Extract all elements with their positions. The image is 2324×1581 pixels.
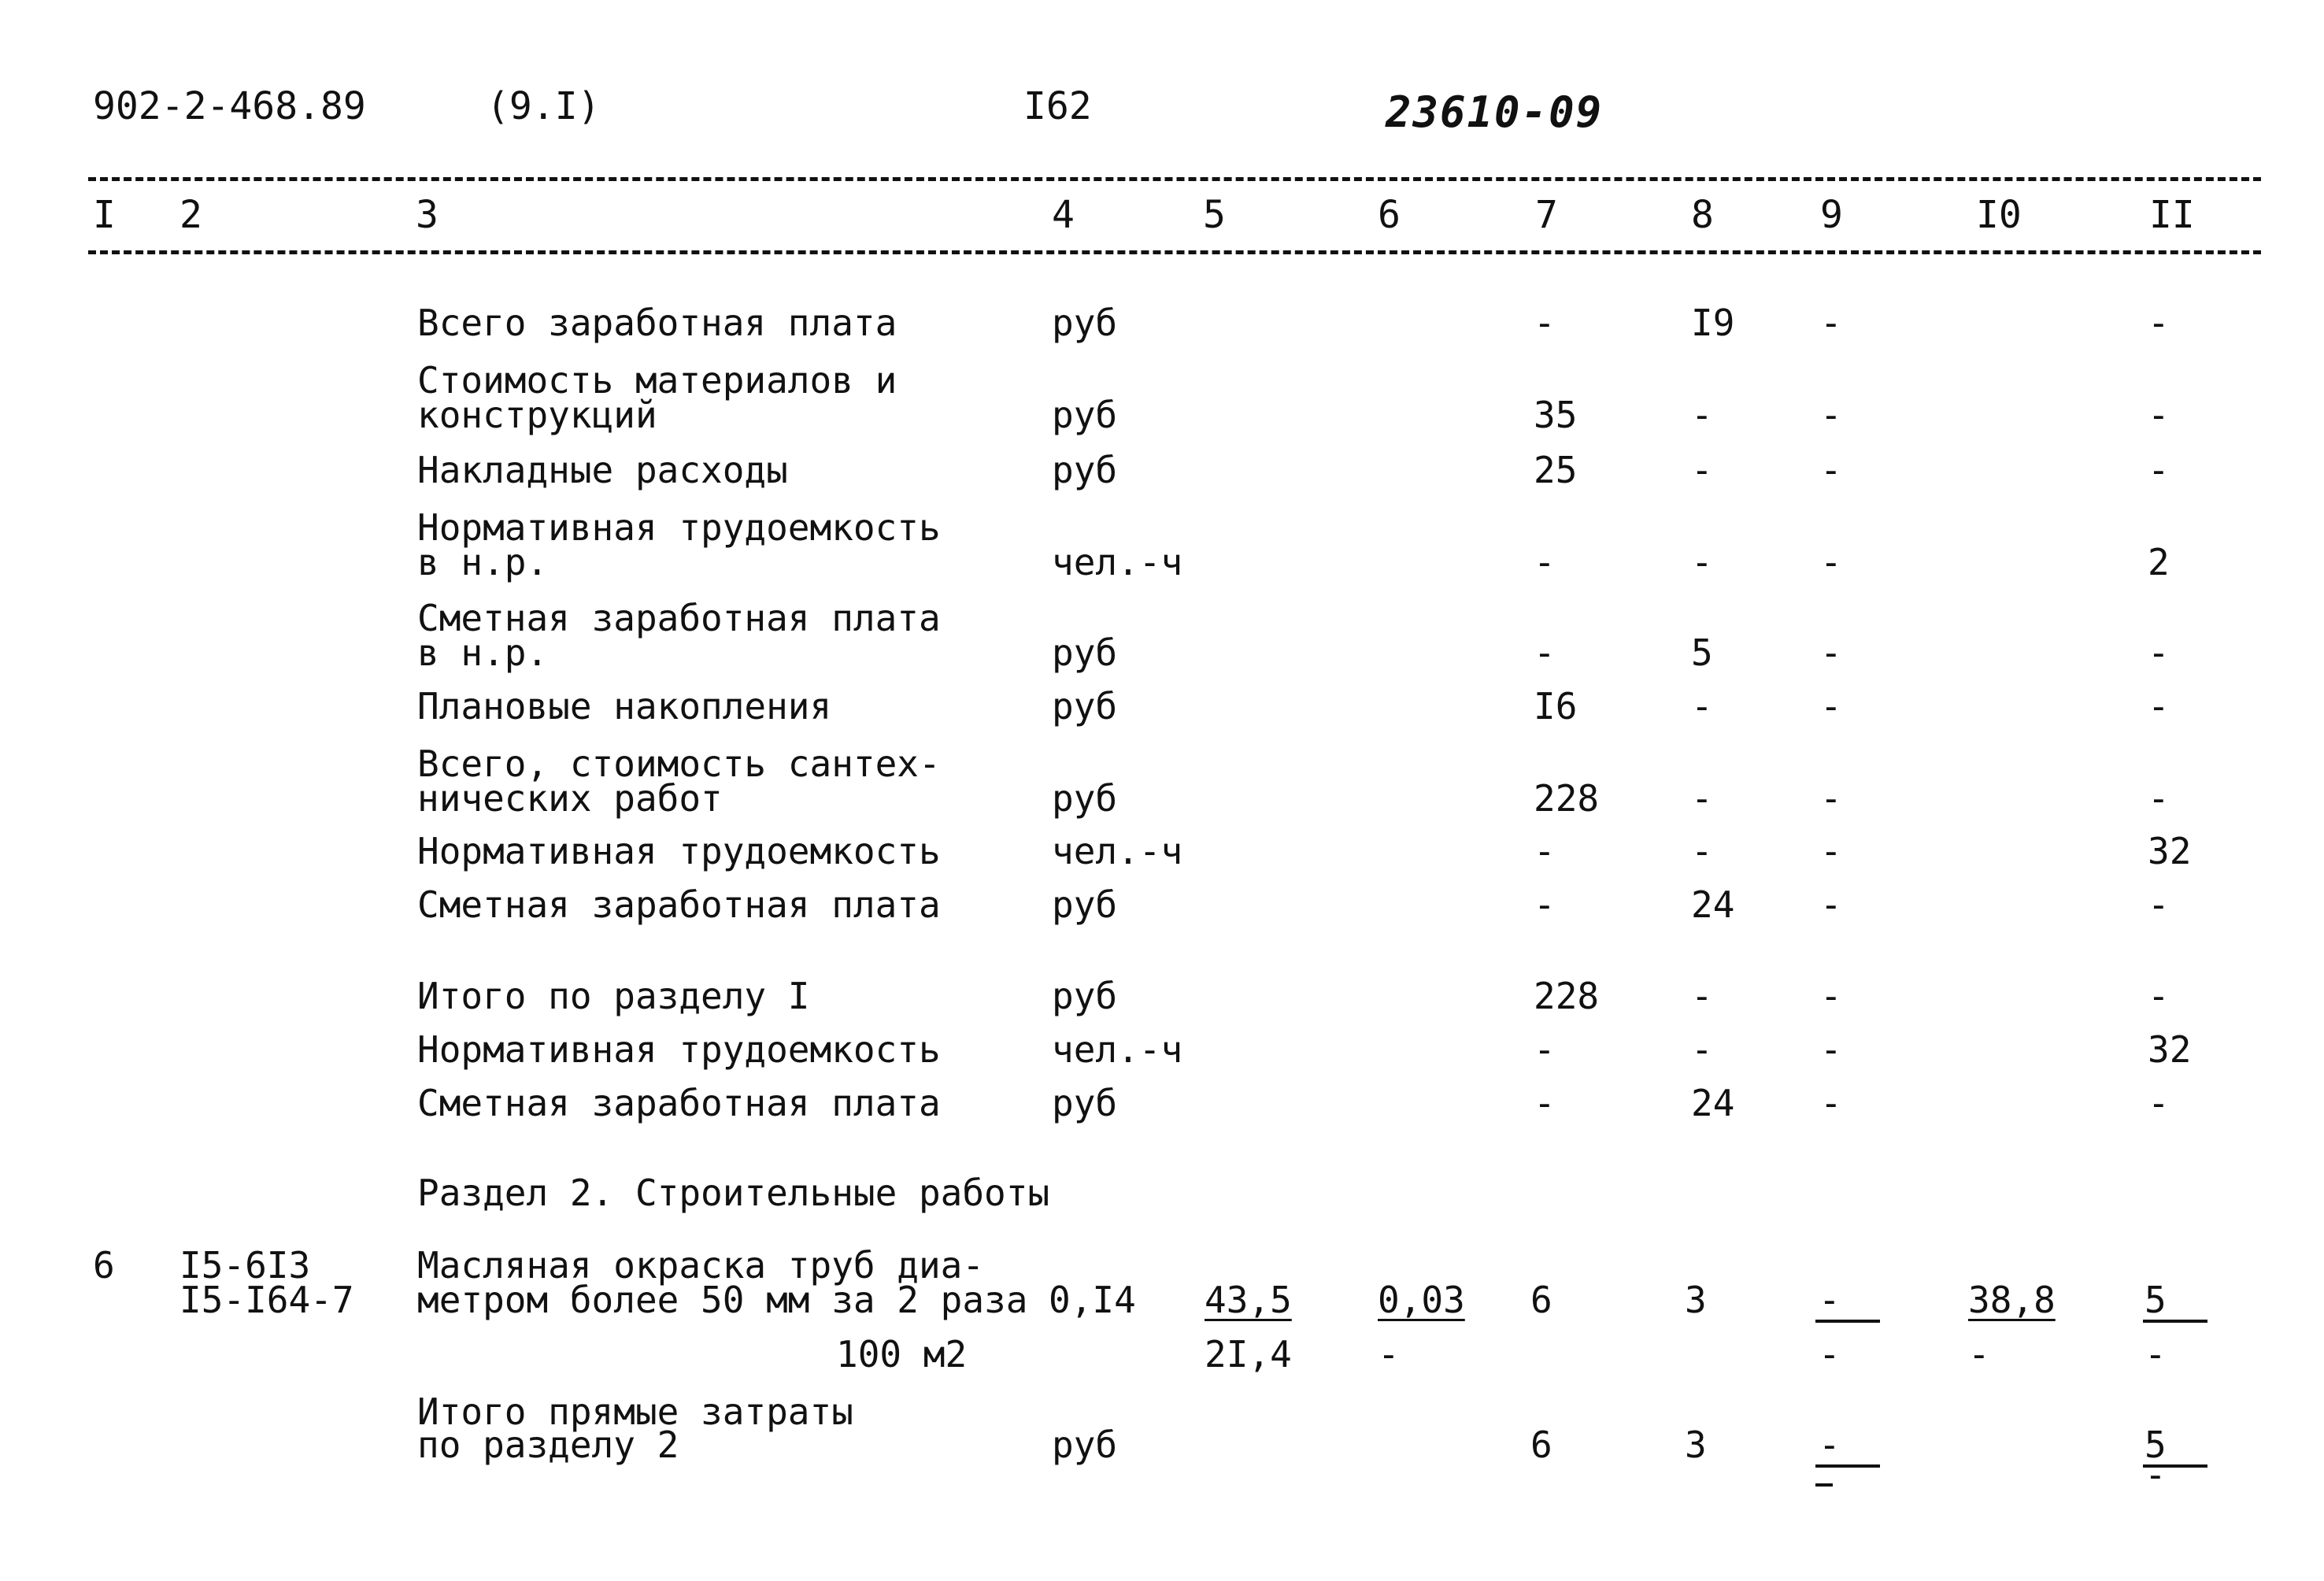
- cell-col5-top: 43,5: [1205, 1279, 1292, 1321]
- col11-underline: [2143, 1320, 2207, 1323]
- cell-col6-top: 0,03: [1378, 1279, 1465, 1321]
- header-rule-bottom: [88, 250, 2261, 254]
- total-col9-underline: [1815, 1464, 1880, 1468]
- row-unit: чел.-ч: [1052, 830, 1183, 872]
- cell-col8: -: [1691, 394, 1713, 436]
- cell-col8: -: [1691, 830, 1713, 872]
- cell-col7: -: [1534, 1028, 1556, 1071]
- col-header-5: 5: [1203, 193, 1226, 237]
- cell-col11-bottom: -: [2145, 1333, 2167, 1376]
- row-unit: руб: [1052, 685, 1118, 728]
- cell-col9: -: [1820, 631, 1842, 674]
- cell-col9: -: [1820, 883, 1842, 926]
- row-unit: руб: [1052, 449, 1118, 491]
- cell-col11: -: [2148, 883, 2170, 926]
- total-col11: 5: [2145, 1424, 2167, 1466]
- cell-col7: 25: [1534, 449, 1578, 491]
- total-name-line2: по разделу 2: [417, 1424, 679, 1466]
- cell-col9: -: [1820, 1082, 1842, 1124]
- cell-col7: -: [1534, 302, 1556, 344]
- cell-col7: 228: [1534, 777, 1600, 820]
- row-name: Сметная заработная плата: [417, 1082, 941, 1124]
- row-name-line2: в н.р.: [417, 541, 549, 583]
- cell-col9: -: [1820, 541, 1842, 583]
- header-rule-top: [88, 177, 2261, 181]
- cell-col11: -: [2148, 1082, 2170, 1124]
- row-name: Накладные расходы: [417, 449, 788, 491]
- row-unit: руб: [1052, 777, 1118, 820]
- total-col9-mark: [1815, 1483, 1833, 1487]
- cell-col9: -: [1820, 1028, 1842, 1071]
- cell-col7: -: [1534, 631, 1556, 674]
- cell-col11: -: [2148, 449, 2170, 491]
- cell-col8: -: [1691, 541, 1713, 583]
- cell-col7: I6: [1534, 685, 1578, 728]
- section-title: Раздел 2. Строительные работы: [417, 1172, 1050, 1214]
- row-unit: руб: [1052, 631, 1118, 674]
- cell-col5-bottom: 2I,4: [1205, 1333, 1292, 1376]
- cell-col11: -: [2148, 631, 2170, 674]
- cell-col8: 3: [1685, 1279, 1707, 1321]
- cell-col9: -: [1820, 777, 1842, 820]
- col-header-6: 6: [1378, 193, 1401, 237]
- row-unit: чел.-ч: [1052, 1028, 1183, 1071]
- row-name-line2: в н.р.: [417, 631, 549, 674]
- cell-col6-bottom: -: [1378, 1333, 1400, 1376]
- row-unit: руб: [1052, 1082, 1118, 1124]
- cell-col9-top: -: [1819, 1279, 1841, 1321]
- cell-col9: -: [1820, 394, 1842, 436]
- row-name-line2: нических работ: [417, 777, 723, 820]
- row-name-line2: конструкций: [417, 394, 657, 436]
- cell-col8: 24: [1691, 883, 1735, 926]
- row-name: Плановые накопления: [417, 685, 832, 728]
- cell-col8: 24: [1691, 1082, 1735, 1124]
- cell-col9: -: [1820, 830, 1842, 872]
- cell-col11: 32: [2148, 1028, 2192, 1071]
- cell-col8: -: [1691, 449, 1713, 491]
- row-name: Всего заработная плата: [417, 302, 897, 344]
- item-name-line1: Масляная окраска труб диа-: [417, 1244, 985, 1287]
- row-unit: руб: [1052, 975, 1118, 1017]
- row-unit: руб: [1052, 883, 1118, 926]
- cell-col11: -: [2148, 975, 2170, 1017]
- item-quantity: 0,I4: [1049, 1279, 1136, 1321]
- cell-col7: -: [1534, 883, 1556, 926]
- col-header-8: 8: [1691, 193, 1714, 237]
- total-col11-bottom: -: [2145, 1453, 2167, 1496]
- row-name-line1: Всего, стоимость сантех-: [417, 742, 941, 785]
- col-header-9: 9: [1820, 193, 1843, 237]
- cell-col11: -: [2148, 302, 2170, 344]
- cell-col9: -: [1820, 449, 1842, 491]
- section-ref: (9.I): [487, 84, 601, 128]
- item-unit: 100 м2: [836, 1333, 968, 1376]
- page-number: I62: [1023, 84, 1092, 128]
- cell-col11: 32: [2148, 830, 2192, 872]
- document-code: 902-2-468.89: [93, 84, 366, 128]
- row-name: Нормативная трудоемкость: [417, 1028, 941, 1071]
- row-name-line1: Стоимость материалов и: [417, 359, 897, 402]
- archive-stamp: 23610-09: [1386, 87, 1604, 137]
- col9-underline: [1815, 1320, 1880, 1323]
- cell-col9: -: [1820, 975, 1842, 1017]
- total-col7: 6: [1530, 1424, 1552, 1466]
- col-header-11: II: [2149, 193, 2195, 237]
- row-name-line1: Нормативная трудоемкость: [417, 506, 941, 549]
- cell-col8: 5: [1691, 631, 1713, 674]
- total-name-line1: Итого прямые затраты: [417, 1390, 853, 1433]
- row-name: Сметная заработная плата: [417, 883, 941, 926]
- cell-col7: -: [1534, 830, 1556, 872]
- cell-col10-bottom: -: [1968, 1333, 1990, 1376]
- total-col9: -: [1819, 1424, 1841, 1466]
- cell-col7: -: [1534, 1082, 1556, 1124]
- item-name-line2: метром более 50 мм за 2 раза: [417, 1279, 1028, 1321]
- row-name: Нормативная трудоемкость: [417, 830, 941, 872]
- cell-col9: -: [1820, 302, 1842, 344]
- cell-col8: I9: [1691, 302, 1735, 344]
- item-code-1: I5-6I3: [179, 1244, 311, 1287]
- cell-col9: -: [1820, 685, 1842, 728]
- cell-col8: -: [1691, 975, 1713, 1017]
- row-unit: чел.-ч: [1052, 541, 1183, 583]
- col-header-2: 2: [179, 193, 202, 237]
- cell-col8: -: [1691, 1028, 1713, 1071]
- cell-col9-bottom: -: [1819, 1333, 1841, 1376]
- cell-col11: -: [2148, 685, 2170, 728]
- total-unit: руб: [1052, 1424, 1118, 1466]
- cell-col7: -: [1534, 541, 1556, 583]
- item-number: 6: [93, 1244, 115, 1287]
- row-unit: руб: [1052, 394, 1118, 436]
- col-header-10: I0: [1976, 193, 2022, 237]
- total-col8: 3: [1685, 1424, 1707, 1466]
- cell-col8: -: [1691, 685, 1713, 728]
- cell-col8: -: [1691, 777, 1713, 820]
- cell-col11: -: [2148, 777, 2170, 820]
- item-code-2: I5-I64-7: [179, 1279, 354, 1321]
- col-header-3: 3: [416, 193, 439, 237]
- col-header-1: I: [93, 193, 116, 237]
- cell-col11-top: 5: [2145, 1279, 2167, 1321]
- col-header-4: 4: [1052, 193, 1075, 237]
- row-unit: руб: [1052, 302, 1118, 344]
- col-header-7: 7: [1535, 193, 1558, 237]
- cell-col11: 2: [2148, 541, 2170, 583]
- cell-col7: 228: [1534, 975, 1600, 1017]
- cell-col7: 6: [1530, 1279, 1552, 1321]
- cell-col11: -: [2148, 394, 2170, 436]
- cell-col10-top: 38,8: [1968, 1279, 2056, 1321]
- row-name-line1: Сметная заработная плата: [417, 597, 941, 639]
- cell-col7: 35: [1534, 394, 1578, 436]
- row-name: Итого по разделу I: [417, 975, 810, 1017]
